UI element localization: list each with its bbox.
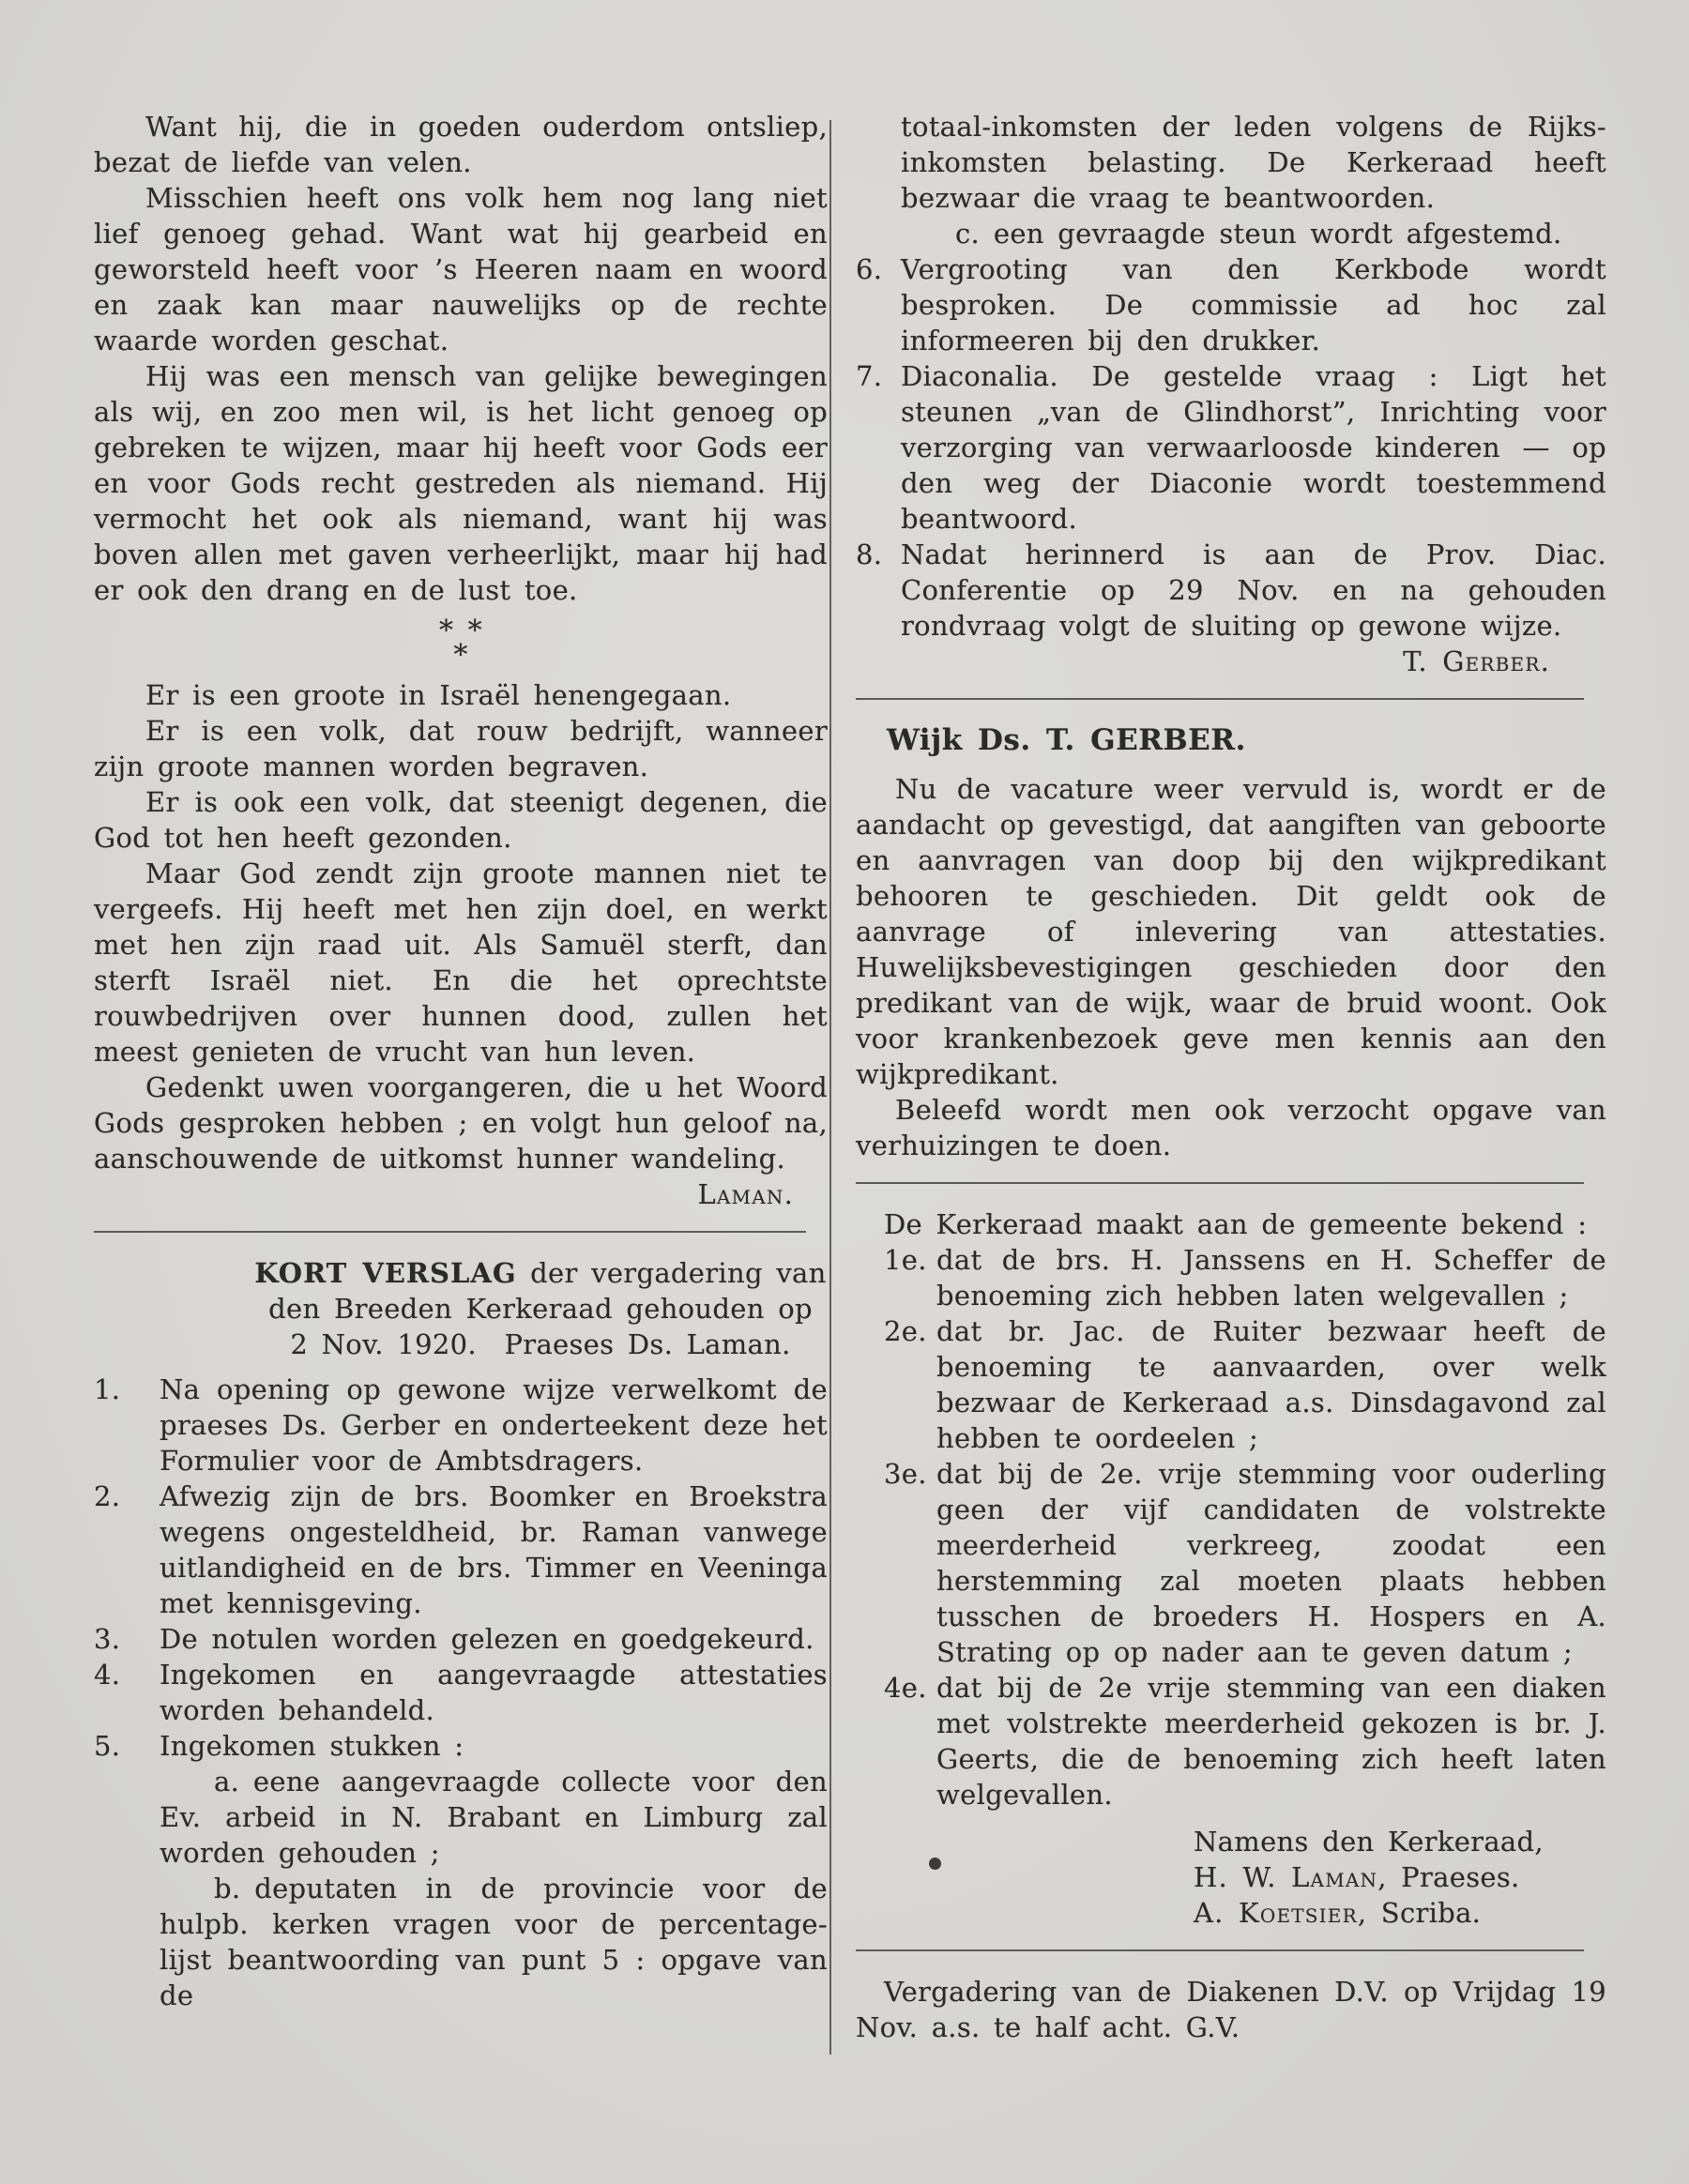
item-number: 8. bbox=[856, 538, 883, 570]
closing-line bbox=[1194, 1895, 1606, 1931]
item-text bbox=[160, 1728, 828, 2013]
signature-gerber: T. Gerber. bbox=[1403, 645, 1550, 677]
list-item bbox=[856, 251, 1606, 358]
memoriam-paragraph: Hij was een mensch van gelijke bewegingen als wij, en zoo men wil, is het licht genoeg op gebreken te wijzen, maar hij heeft voor Gods eer en voor Gods recht gestreden als niemand. Hij vermocht het ook als niemand, want hij was boven allen met gaven verheerlijkt, maar hij had er ook den drang en de lust toe. bbox=[94, 360, 828, 606]
horizontal-rule bbox=[856, 1182, 1584, 1184]
closing-role: Praeses. bbox=[1387, 1861, 1520, 1893]
item-text: dat de brs. H. Janssens en H. Scheffer de benoeming zich hebben laten welgevallen ; bbox=[936, 1244, 1606, 1312]
memoriam-paragraph: Maar God zendt zijn groote mannen niet te vergeefs. Hij heeft met hen zijn doel, en werkt met hen zijn raad uit. Als Samuël sterft, dan sterft Israël niet. En die het oprechtste rouwbedrijven over hunnen dood, zullen het meest genieten de vrucht van hun leven. bbox=[94, 857, 828, 1068]
list-item bbox=[856, 358, 1606, 537]
horizontal-rule bbox=[94, 1231, 806, 1233]
sub-item-letter: b. bbox=[214, 1873, 241, 1904]
item-number: 3e. bbox=[884, 1458, 927, 1490]
item-number: 2. bbox=[94, 1480, 121, 1512]
report-title-rest: der vergadering van bbox=[516, 1257, 827, 1289]
column-divider-rule bbox=[829, 120, 831, 2055]
sub-item-c bbox=[901, 216, 1606, 251]
closing-role: Scriba. bbox=[1367, 1897, 1482, 1929]
item-number: 3. bbox=[94, 1623, 121, 1655]
closing-name: A. Koetsier, bbox=[1194, 1897, 1368, 1929]
list-item bbox=[856, 537, 1606, 644]
report-heading-line2: den Breeden Kerkeraad gehouden op bbox=[268, 1293, 813, 1325]
item-text: Ingekomen en aangevraagde attestaties worden behandeld. bbox=[160, 1659, 828, 1726]
sub-item-a bbox=[160, 1764, 828, 1871]
sub-item-text: eene aangevraagde collecte voor den Ev. arbeid in N. Brabant en Limburg zal worden gehouden ; bbox=[160, 1766, 828, 1869]
item-number: 2e. bbox=[884, 1315, 927, 1347]
item-number: 4e. bbox=[884, 1672, 927, 1704]
continuation-text: totaal-inkomsten der leden volgens de Rijks-inkomsten belasting. De Kerkeraad heeft bezwaar die vraag te beantwoorden. bbox=[901, 111, 1606, 214]
closing-line: Namens den Kerkeraad, bbox=[1194, 1826, 1544, 1858]
list-item bbox=[884, 1456, 1606, 1670]
report-item-list bbox=[94, 1372, 828, 2013]
memoriam-paragraph: Er is ook een volk, dat steenigt degenen, die God tot hen heeft gezonden. bbox=[94, 786, 828, 854]
closing-signature-block bbox=[1194, 1824, 1606, 1931]
wijk-section bbox=[856, 722, 1606, 1163]
report-title: KORT VERSLAG bbox=[254, 1257, 517, 1289]
item-text: dat br. Jac. de Ruiter bezwaar heeft de benoeming te aanvaarden, over welk bezwaar de Kerkeraad a.s. Dinsdagavond zal hebben te oordeelen ; bbox=[936, 1315, 1606, 1454]
report-heading-line3: 2 Nov. 1920. Praeses Ds. Laman. bbox=[290, 1328, 791, 1360]
wijk-paragraph: Nu de vacature weer vervuld is, wordt er de aandacht op gevestigd, dat aangiften van geboorte en aanvragen van doop bij den wijkpredikant behooren te geschieden. Dit geldt ook de aanvrage of inlevering van attestaties. Huwelijksbevestigingen geschieden door den predikant van de wijk, waar de bruid woont. Ook voor krankenbezoek geve men kennis aan den wijkpredikant. bbox=[856, 773, 1606, 1090]
signature-laman: Laman. bbox=[697, 1178, 794, 1210]
list-item-continuation bbox=[856, 109, 1606, 251]
item-number: 1. bbox=[94, 1373, 121, 1405]
list-item bbox=[94, 1479, 828, 1621]
list-item bbox=[94, 1657, 828, 1728]
item-text: dat bij de 2e vrije stemming van een diaken met volstrekte meerderheid gekozen is br. J. Geerts, die de benoeming zich heeft laten welgevallen. bbox=[936, 1672, 1606, 1811]
sub-item-b bbox=[160, 1871, 828, 2013]
item-number: 7. bbox=[856, 360, 883, 392]
wijk-section-heading: Wijk Ds. T. GERBER. bbox=[887, 723, 1246, 757]
list-item bbox=[884, 1242, 1606, 1313]
report-heading-line1 bbox=[253, 1255, 828, 1291]
list-item bbox=[884, 1313, 1606, 1456]
item-text bbox=[901, 109, 1606, 251]
item-text: dat bij de 2e. vrije stemming voor ouderling geen der vijf candidaten de volstrekte meerderheid verkreeg, zoodat een herstemming zal moeten plaats hebben tusschen de broeders H. Hospers en A. Strating op op nader aan te geven datum ; bbox=[936, 1458, 1606, 1668]
memoriam-paragraph: Er is een volk, dat rouw bedrijft, wanneer zijn groote mannen worden begraven. bbox=[94, 715, 828, 782]
diakenen-notice: Vergadering van de Diakenen D.V. op Vrijdag 19 Nov. a.s. te half acht. G.V. bbox=[856, 1976, 1606, 2043]
list-indent-spacer bbox=[856, 109, 901, 251]
memoriam-paragraph: Gedenkt uwen voorgangeren, die u het Woord Gods gesproken hebben ; en volgt hun geloof na, aanschouwende de uitkomst hunner wandeling. bbox=[94, 1071, 828, 1175]
list-item bbox=[884, 1670, 1606, 1812]
sub-item-text: een gevraagde steun wordt afgestemd. bbox=[993, 218, 1562, 250]
memoriam-paragraph: Want hij, die in goeden ouderdom ontsliep, bezat de liefde van velen. bbox=[94, 111, 828, 178]
closing-name: H. W. Laman, bbox=[1194, 1861, 1388, 1893]
asterism-top: * * bbox=[439, 614, 482, 647]
item-text: Nadat herinnerd is aan de Prov. Diac. Conferentie op 29 Nov. en na gehouden rondvraag volgt de sluiting op gewone wijze. bbox=[901, 538, 1606, 642]
list-item bbox=[94, 1728, 828, 2013]
horizontal-rule bbox=[856, 1949, 1584, 1951]
asterism-divider bbox=[94, 614, 828, 672]
closing-line bbox=[1194, 1859, 1606, 1895]
horizontal-rule bbox=[856, 698, 1584, 700]
item-text: De notulen worden gelezen en goedgekeurd. bbox=[160, 1623, 814, 1655]
list-item bbox=[94, 1621, 828, 1657]
memoriam-paragraph: Er is een groote in Israël henengegaan. bbox=[145, 679, 732, 711]
announcement-section bbox=[884, 1206, 1606, 1931]
right-column bbox=[856, 109, 1606, 2045]
announcement-intro: De Kerkeraad maakt aan de gemeente bekend : bbox=[884, 1208, 1588, 1240]
item-number: 5. bbox=[94, 1730, 121, 1762]
item-text: Diaconalia. De gestelde vraag : Ligt het steunen „van de Glindhorst”, Inrichting voor verzorging van verwaarloosde kinderen — op den weg der Diaconie wordt toestemmend beantwoord. bbox=[901, 360, 1606, 535]
left-column bbox=[94, 109, 828, 2013]
item-text: Vergrooting van den Kerkbode wordt besproken. De commissie ad hoc zal informeeren bij den drukker. bbox=[901, 253, 1606, 356]
list-item bbox=[94, 1372, 828, 1479]
memoriam-paragraph: Misschien heeft ons volk hem nog lang niet lief genoeg gehad. Want wat hij gearbeid en geworsteld heeft voor ’s Heeren naam en woord en zaak kan maar nauwelijks op de rechte waarde worden geschat. bbox=[94, 182, 828, 356]
report-heading bbox=[253, 1255, 828, 1362]
item-number: 1e. bbox=[884, 1244, 927, 1276]
report-item-list-continued bbox=[856, 109, 1606, 644]
item-number: 4. bbox=[94, 1659, 121, 1691]
sub-item-text: deputaten in de provincie voor de hulpb. kerken vragen voor de percentage-lijst beantwoording van punt 5 : opgave van de bbox=[160, 1873, 828, 2011]
item-text: Na opening op gewone wijze verwelkomt de praeses Ds. Gerber en onderteekent deze het Formulier voor de Ambtsdragers. bbox=[160, 1373, 828, 1477]
sub-item-letter: c. bbox=[955, 218, 981, 250]
item-number: 6. bbox=[856, 253, 883, 285]
item-text: Afwezig zijn de brs. Boomker en Broekstra wegens ongesteldheid, br. Raman vanwege uitlandigheid en de brs. Timmer en Veeninga met kennisgeving. bbox=[160, 1480, 828, 1619]
sub-item-letter: a. bbox=[214, 1766, 240, 1797]
asterism-bottom: * bbox=[453, 639, 468, 672]
item-text-line: Ingekomen stukken : bbox=[160, 1730, 464, 1762]
wijk-paragraph: Beleefd wordt men ook verzocht opgave van verhuizingen te doen. bbox=[856, 1094, 1606, 1161]
